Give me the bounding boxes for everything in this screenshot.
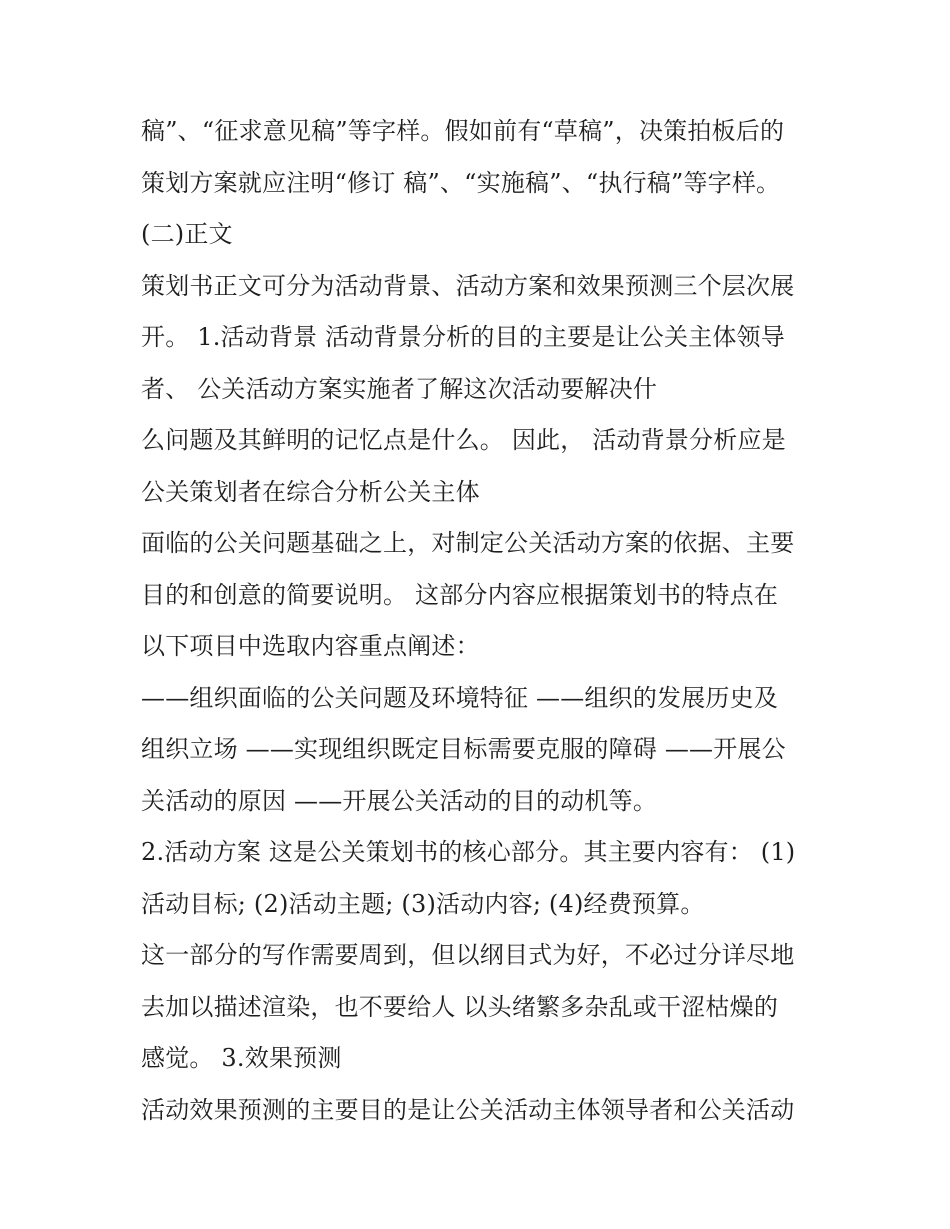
text-line: 者、 公关活动方案实施者了解这次活动要解决什 [141, 374, 658, 403]
text-line: 以下项目中选取内容重点阐述： [141, 632, 480, 660]
text-line: 策划方案就应注明“修订 稿”、“实施稿”、“执行稿”等字样。 [141, 168, 781, 197]
list-line: 组织立场 ——实现组织既定目标需要克服的障碍 ——开展公 [141, 735, 786, 763]
text-line: 面临的公关问题基础之上，对制定公关活动方案的依据、主要 [141, 529, 795, 557]
text-line: 目的和创意的简要说明。 这部分内容应根据策划书的特点在 [141, 580, 779, 609]
text-line: 活动效果预测的主要目的是让公关活动主体领导者和公关活动 [141, 1095, 795, 1124]
text-line: 公关策划者在综合分析公关主体 [141, 477, 480, 506]
text-line: 稿”、“征求意见稿”等字样。假如前有“草稿”，决策拍板后的 [141, 117, 785, 145]
list-line: ——组织面临的公关问题及环境特征 ——组织的发展历史及 [141, 683, 779, 712]
text-line: 感觉。 3.效果预测 [141, 1044, 342, 1072]
list-line: 关活动的原因 ——开展公关活动的目的动机等。 [141, 786, 658, 815]
text-line: 2.活动方案 这是公关策划书的核心部分。其主要内容有： (1) [141, 838, 796, 866]
section-heading: (二)正文 [141, 220, 233, 248]
text-line: 这一部分的写作需要周到，但以纲目式为好，不必过分详尽地 [141, 941, 795, 969]
text-line: 策划书正文可分为活动背景、活动方案和效果预测三个层次展 [141, 271, 795, 300]
text-line: 么问题及其鲜明的记忆点是什么。 因此， 活动背景分析应是 [141, 426, 786, 454]
text-line: 开。 1.活动背景 活动背景分析的目的主要是让公关主体领导 [141, 323, 785, 351]
document-body [141, 106, 831, 1136]
text-line: 活动目标; (2)活动主题; (3)活动内容; (4)经费预算。 [141, 889, 705, 918]
text-line: 去加以描述渲染，也不要给人 以头绪繁多杂乱或干涩枯燥的 [141, 992, 779, 1021]
